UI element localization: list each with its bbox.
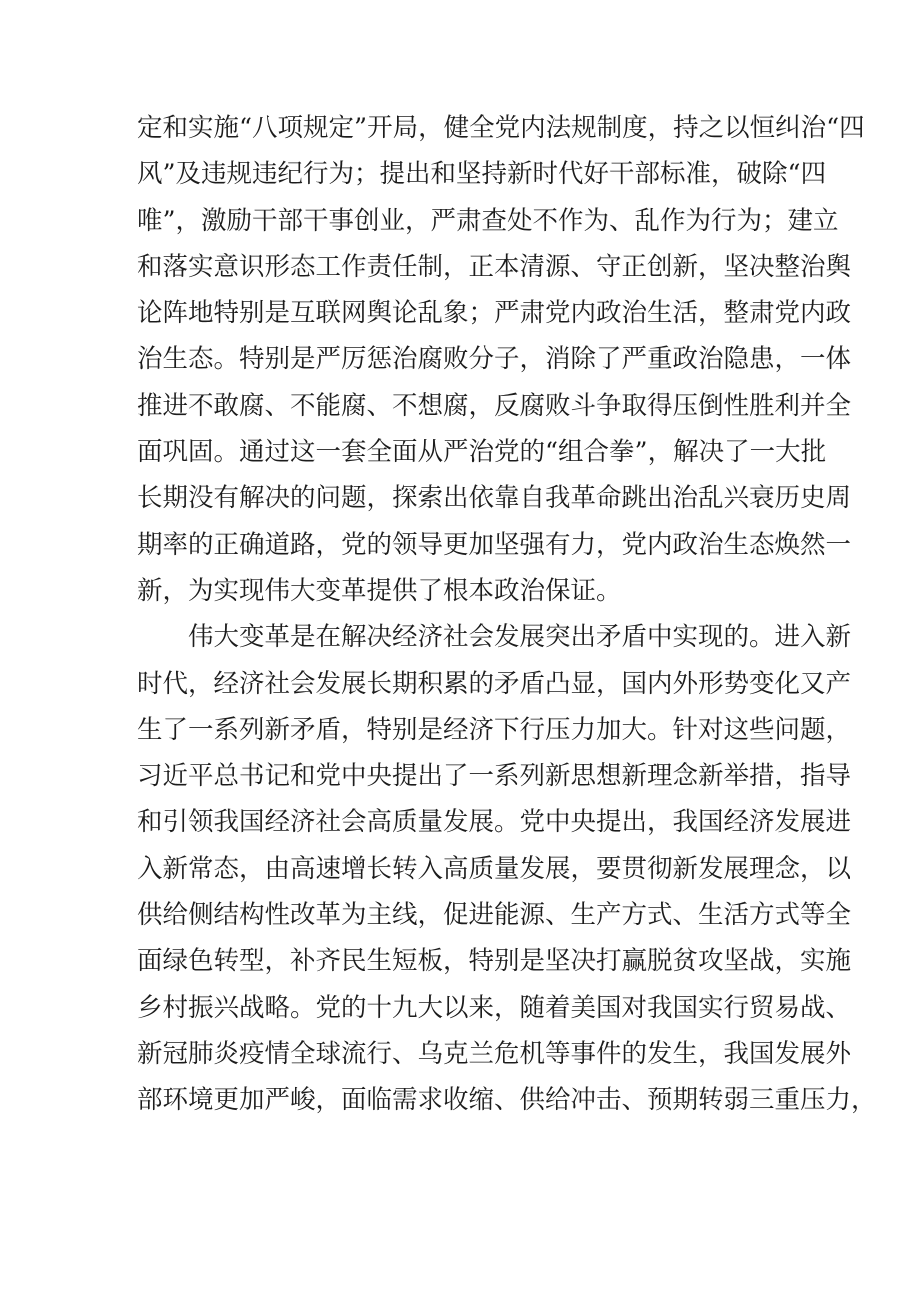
text-line-21: 新冠肺炎疫情全球流行、乌克兰危机等事件的发生，我国发展外 [137,1038,852,1069]
text-line-7: 推进不敢腐、不能腐、不想腐，反腐败斗争取得压倒性胜利并全 [137,390,852,421]
text-line-15: 习近平总书记和党中央提出了一系列新思想新理念新举措，指导 [137,761,852,792]
text-line-14: 生了一系列新矛盾，特别是经济下行压力加大。针对这些问题， [137,714,852,745]
text-line-19: 面绿色转型，补齐民生短板，特别是坚决打赢脱贫攻坚战，实施 [137,946,852,977]
text-line-13: 时代，经济社会发展长期积累的矛盾凸显，国内外形势变化又产 [137,668,852,699]
text-line-11: 新，为实现伟大变革提供了根本政治保证。 [137,575,622,606]
text-line-6: 治生态。特别是严厉惩治腐败分子，消除了严重政治隐患，一体 [137,344,852,375]
text-line-10: 期率的正确道路，党的领导更加坚强有力，党内政治生态焕然一 [137,529,852,560]
text-line-4: 和落实意识形态工作责任制，正本清源、守正创新，坚决整治舆 [137,251,852,282]
text-line-18: 供给侧结构性改革为主线，促进能源、生产方式、生活方式等全 [137,900,852,931]
body-text [137,105,877,1124]
text-line-20: 乡村振兴战略。党的十九大以来，随着美国对我国实行贸易战、 [137,992,852,1023]
text-line-9: 长期没有解决的问题，探索出依靠自我革命跳出治乱兴衰历史周 [137,483,852,514]
text-line-12: 伟大变革是在解决经济社会发展突出矛盾中实现的。进入新 [188,622,852,653]
text-line-2: 风”及违规违纪行为；提出和坚持新时代好干部标准，破除“四 [137,159,827,190]
text-line-22: 部环境更加严峻，面临需求收缩、供给冲击、预期转弱三重压力， [137,1085,877,1116]
text-line-1: 定和实施“八项规定”开局，健全党内法规制度，持之以恒纠治“四 [137,113,865,143]
text-line-5: 论阵地特别是互联网舆论乱象；严肃党内政治生活，整肃党内政 [137,298,852,329]
text-line-3: 唯”，激励干部干事创业，严肃查处不作为、乱作为行为；建立 [137,205,839,236]
text-line-17: 入新常态，由高速增长转入高质量发展，要贯彻新发展理念，以 [137,853,852,884]
text-line-8: 面巩固。通过这一套全面从严治党的“组合拳”，解决了一大批 [137,437,827,468]
text-line-16: 和引领我国经济社会高质量发展。党中央提出，我国经济发展进 [137,807,852,838]
